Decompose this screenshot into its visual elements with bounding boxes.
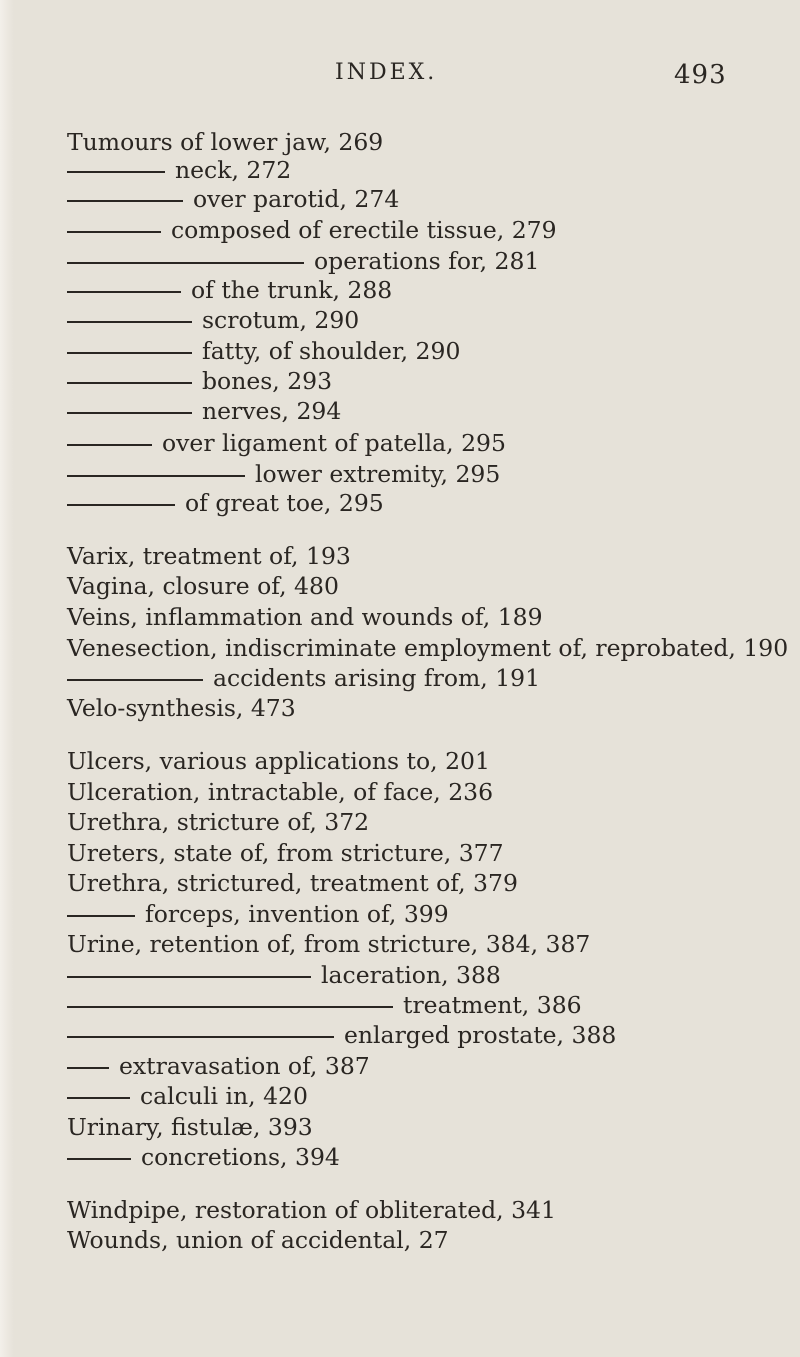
ditto-rule [67,321,192,323]
page-number: 493 [674,60,727,90]
index-entry [67,930,591,958]
index-subentry [67,337,461,365]
page-edge [0,0,14,1357]
index-subentry [67,1052,370,1080]
entry-text: scrotum, 290 [202,306,360,334]
entry-text: forceps, invention of, 399 [145,900,449,928]
ditto-rule [67,231,161,233]
entry-text: enlarged prostate, 388 [344,1021,617,1049]
ditto-rule [67,976,311,978]
index-subentry [67,1143,340,1171]
entry-text: composed of erectile tissue, 279 [171,216,557,244]
index-entry [67,128,384,156]
index-subentry [67,185,400,213]
index-entry [67,1196,556,1224]
ditto-rule [67,444,152,446]
ditto-rule [67,1036,334,1038]
entry-text: lower extremity, 295 [255,460,501,488]
index-entry [67,572,339,600]
ditto-rule [67,475,245,477]
ditto-rule [67,1097,130,1099]
entry-text: Ureters, state of, from stricture, 377 [67,839,504,867]
entry-text: concretions, 394 [141,1143,340,1171]
index-entry [67,839,504,867]
entry-text: Urinary, fistulæ, 393 [67,1113,313,1141]
entry-text: Varix, treatment of, 193 [67,542,351,570]
ditto-rule [67,382,192,384]
index-subentry [67,991,582,1019]
entry-text: bones, 293 [202,367,333,395]
entry-text: extravasation of, 387 [119,1052,370,1080]
entry-text: treatment, 386 [403,991,582,1019]
index-subentry [67,961,501,989]
index-subentry [67,664,541,692]
entry-text: of great toe, 295 [185,489,384,517]
ditto-rule [67,412,192,414]
index-entry [67,778,494,806]
index-entry [67,603,543,631]
entry-text: operations for, 281 [314,247,540,275]
index-entry [67,694,296,722]
index-entry [67,747,490,775]
index-subentry [67,247,540,275]
ditto-rule [67,915,135,917]
entry-text: Urethra, stricture of, 372 [67,808,370,836]
entry-text: Windpipe, restoration of obliterated, 341 [67,1196,556,1224]
entry-text: Venesection, indiscriminate employment of, reprobated, 190 [67,634,789,662]
entry-text: of the trunk, 288 [191,276,393,304]
ditto-rule [67,291,181,293]
index-subentry [67,156,292,184]
index-entry [67,542,351,570]
entry-text: Urethra, strictured, treatment of, 379 [67,869,518,897]
entry-text: nerves, 294 [202,397,342,425]
entry-text: Velo-synthesis, 473 [67,694,296,722]
running-header: INDEX. [335,60,438,85]
index-subentry [67,216,557,244]
ditto-rule [67,262,304,264]
index-entry [67,808,370,836]
index-subentry [67,1021,617,1049]
index-subentry [67,900,449,928]
entry-text: Ulcers, various applications to, 201 [67,747,490,775]
ditto-rule [67,200,183,202]
entry-text: Urine, retention of, from stricture, 384, 387 [67,930,591,958]
entry-text: over parotid, 274 [193,185,400,213]
entry-text: Tumours of lower jaw, 269 [67,128,384,156]
ditto-rule [67,1158,131,1160]
index-entry [67,634,789,662]
index-subentry [67,367,333,395]
ditto-rule [67,504,175,506]
entry-text: Vagina, closure of, 480 [67,572,339,600]
index-subentry [67,429,506,457]
index-entry [67,869,518,897]
ditto-rule [67,679,203,681]
entry-text: Ulceration, intractable, of face, 236 [67,778,494,806]
index-entry [67,1113,313,1141]
entry-text: neck, 272 [175,156,292,184]
ditto-rule [67,352,192,354]
entry-text: laceration, 388 [321,961,501,989]
index-subentry [67,397,342,425]
index-subentry [67,1082,308,1110]
entry-text: over ligament of patella, 295 [162,429,506,457]
index-subentry [67,276,393,304]
ditto-rule [67,1067,109,1069]
index-subentry [67,306,360,334]
entry-text: Wounds, union of accidental, 27 [67,1226,449,1254]
ditto-rule [67,171,165,173]
ditto-rule [67,1006,393,1008]
entry-text: fatty, of shoulder, 290 [202,337,461,365]
index-subentry [67,460,501,488]
entry-text: calculi in, 420 [140,1082,308,1110]
index-entry [67,1226,449,1254]
entry-text: accidents arising from, 191 [213,664,541,692]
entry-text: Veins, inflammation and wounds of, 189 [67,603,543,631]
index-subentry [67,489,384,517]
